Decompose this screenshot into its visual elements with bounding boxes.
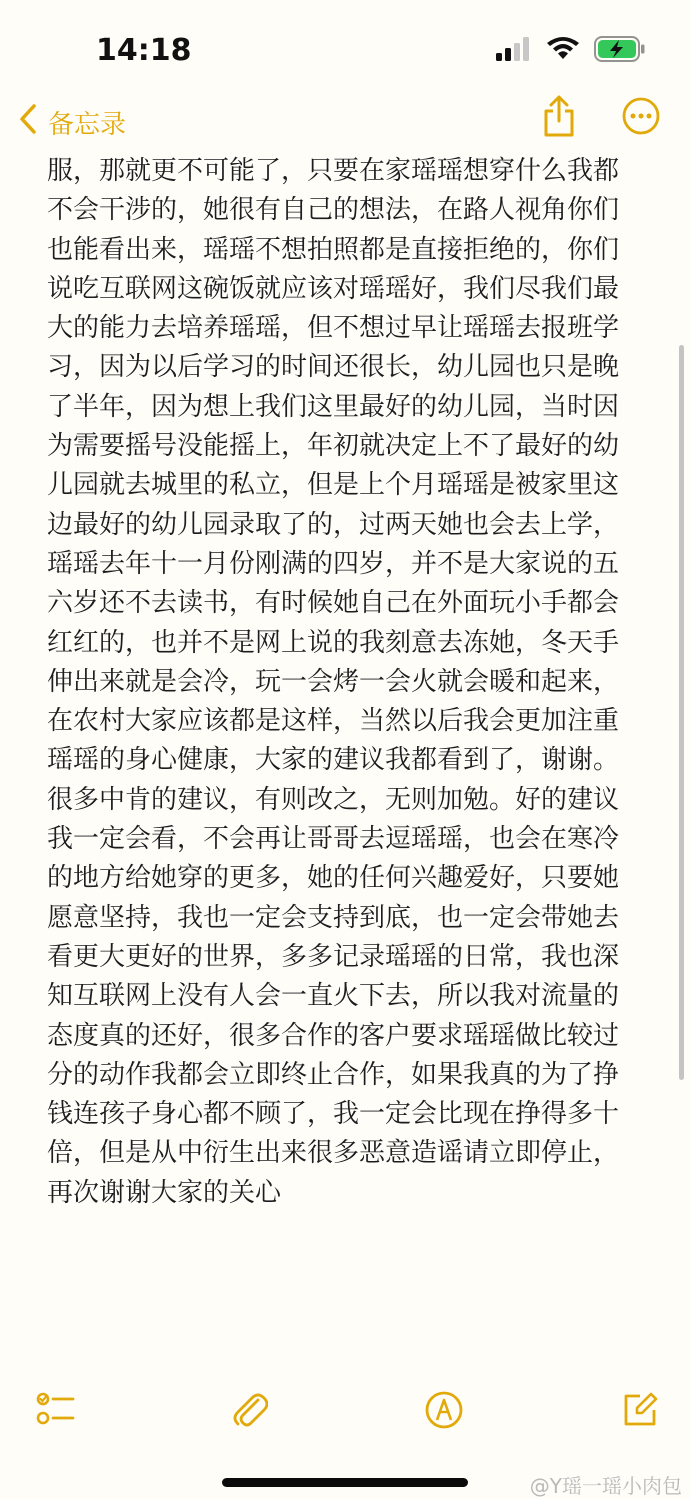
checklist-icon[interactable] xyxy=(36,1390,76,1434)
share-icon[interactable] xyxy=(542,95,576,141)
home-indicator[interactable] xyxy=(222,1478,468,1487)
note-line: 很多中肯的建议，有则改之，无则加勉。好的建议 xyxy=(47,784,620,815)
note-line: 的地方给她穿的更多，她的任何兴趣爱好，只要她 xyxy=(47,863,620,894)
note-line: 钱连孩子身心都不顾了，我一定会比现在挣得多十 xyxy=(47,1099,620,1130)
note-line: 瑶瑶去年十一月份刚满的四岁，并不是大家说的五 xyxy=(47,548,620,579)
scroll-indicator[interactable] xyxy=(679,345,684,1080)
note-line: 了半年，因为想上我们这里最好的幼儿园，当时因 xyxy=(47,391,620,422)
note-line: 红红的，也并不是网上说的我刻意去冻她，冬天手 xyxy=(47,627,620,658)
bottom-toolbar xyxy=(0,1380,690,1440)
back-button[interactable] xyxy=(18,103,126,142)
note-line: 知互联网上没有人会一直火下去，所以我对流量的 xyxy=(47,981,620,1012)
note-line: 儿园就去城里的私立，但是上个月瑶瑶是被家里这 xyxy=(47,470,620,501)
note-line: 态度真的还好，很多合作的客户要求瑶瑶做比较过 xyxy=(47,1020,620,1051)
status-time: 14:18 xyxy=(96,33,192,68)
note-line: 分的动作我都会立即终止合作，如果我真的为了挣 xyxy=(47,1059,620,1090)
note-line: 伸出来就是会冷，玩一会烤一会火就会暖和起来， xyxy=(47,666,620,697)
nav-actions xyxy=(542,95,660,141)
markup-icon[interactable] xyxy=(424,1390,464,1434)
note-line: 大的能力去培养瑶瑶，但不想过早让瑶瑶去报班学 xyxy=(47,313,620,344)
note-line: 六岁还不去读书，有时候她自己在外面玩小手都会 xyxy=(47,588,620,619)
note-line: 我一定会看，不会再让哥哥去逗瑶瑶，也会在寒冷 xyxy=(47,824,620,855)
attachment-icon[interactable] xyxy=(232,1390,268,1434)
note-line: 倍，但是从中衍生出来很多恶意造谣请立即停止， xyxy=(47,1138,620,1169)
note-line: 边最好的幼儿园录取了的，过两天她也会去上学， xyxy=(47,509,620,540)
note-line: 习，因为以后学习的时间还很长，幼儿园也只是晚 xyxy=(47,352,620,383)
note-body-text[interactable] xyxy=(47,152,647,1213)
note-line: 在农村大家应该都是这样，当然以后我会更加注重 xyxy=(47,706,620,737)
compose-icon[interactable] xyxy=(620,1390,660,1434)
note-line: 也能看出来，瑶瑶不想拍照都是直接拒绝的，你们 xyxy=(47,234,620,265)
note-line: 说吃互联网这碗饭就应该对瑶瑶好，我们尽我们最 xyxy=(47,273,620,304)
note-line: 再次谢谢大家的关心 xyxy=(47,1177,282,1208)
note-line: 愿意坚持，我也一定会支持到底，也一定会带她去 xyxy=(47,902,620,933)
note-line: 不会干涉的，她很有自己的想法，在路人视角你们 xyxy=(47,195,620,226)
note-line: 为需要摇号没能摇上，年初就决定上不了最好的幼 xyxy=(47,431,620,462)
back-button-label: 备忘录 xyxy=(48,110,127,140)
note-line: 服，那就更不可能了，只要在家瑶瑶想穿什么我都 xyxy=(47,156,620,186)
note-line: 看更大更好的世界，多多记录瑶瑶的日常，我也深 xyxy=(47,941,620,972)
chevron-left-icon xyxy=(18,103,38,142)
watermark: @Y瑶一瑶小肉包 xyxy=(529,1474,682,1498)
nav-bar xyxy=(0,95,690,155)
note-line: 瑶瑶的身心健康，大家的建议我都看到了，谢谢。 xyxy=(47,745,620,776)
more-icon[interactable] xyxy=(622,97,660,139)
